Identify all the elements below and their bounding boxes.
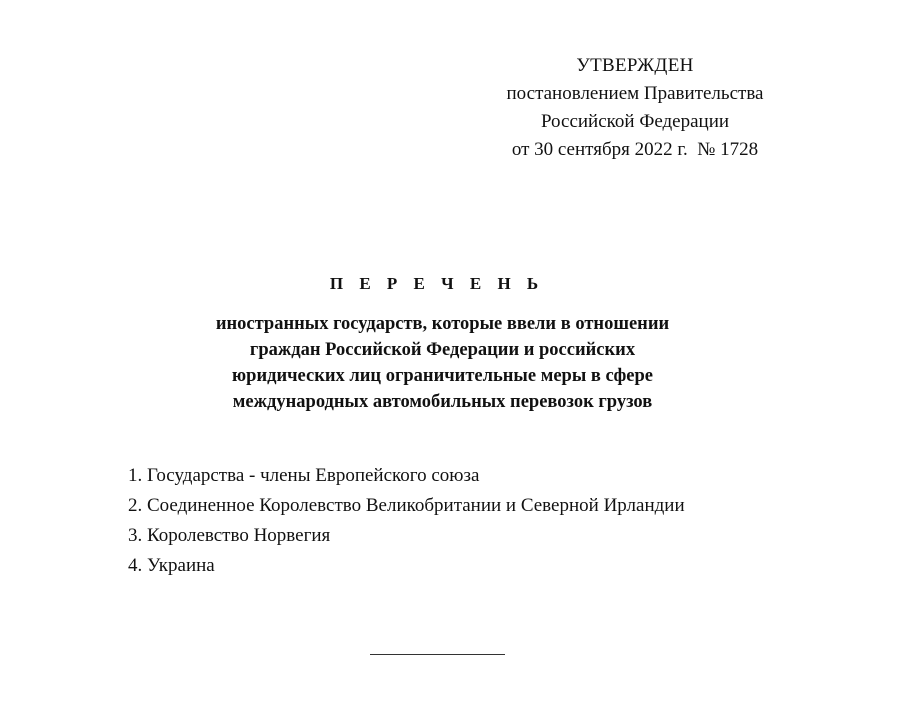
document-title: П Е Р Е Ч Е Н Ь: [329, 274, 545, 293]
subtitle-line: международных автомобильных перевозок грузов: [232, 392, 653, 412]
list-item: 1. Государства - члены Европейского союза: [128, 465, 480, 486]
country-list: [128, 461, 828, 581]
approval-date-number: от 30 сентября 2022 г. № 1728: [511, 139, 759, 160]
approval-line: постановлением Правительства: [506, 83, 764, 104]
approval-line: Российской Федерации: [540, 111, 730, 132]
approval-status: УТВЕРЖДЕН: [576, 55, 694, 76]
approval-block: [470, 52, 800, 164]
subtitle-line: иностранных государств, которые ввели в отношении: [215, 314, 670, 334]
subtitle-line: граждан Российской Федерации и российских: [249, 340, 636, 360]
subtitle-line: юридических лиц ограничительные меры в сфере: [232, 366, 653, 386]
document-subtitle: [150, 311, 735, 415]
closing-divider: [370, 654, 505, 655]
list-item: 4. Украина: [128, 555, 215, 576]
list-item: 2. Соединенное Королевство Великобритании и Северной Ирландии: [128, 495, 685, 516]
list-item: 3. Королевство Норвегия: [128, 525, 331, 546]
